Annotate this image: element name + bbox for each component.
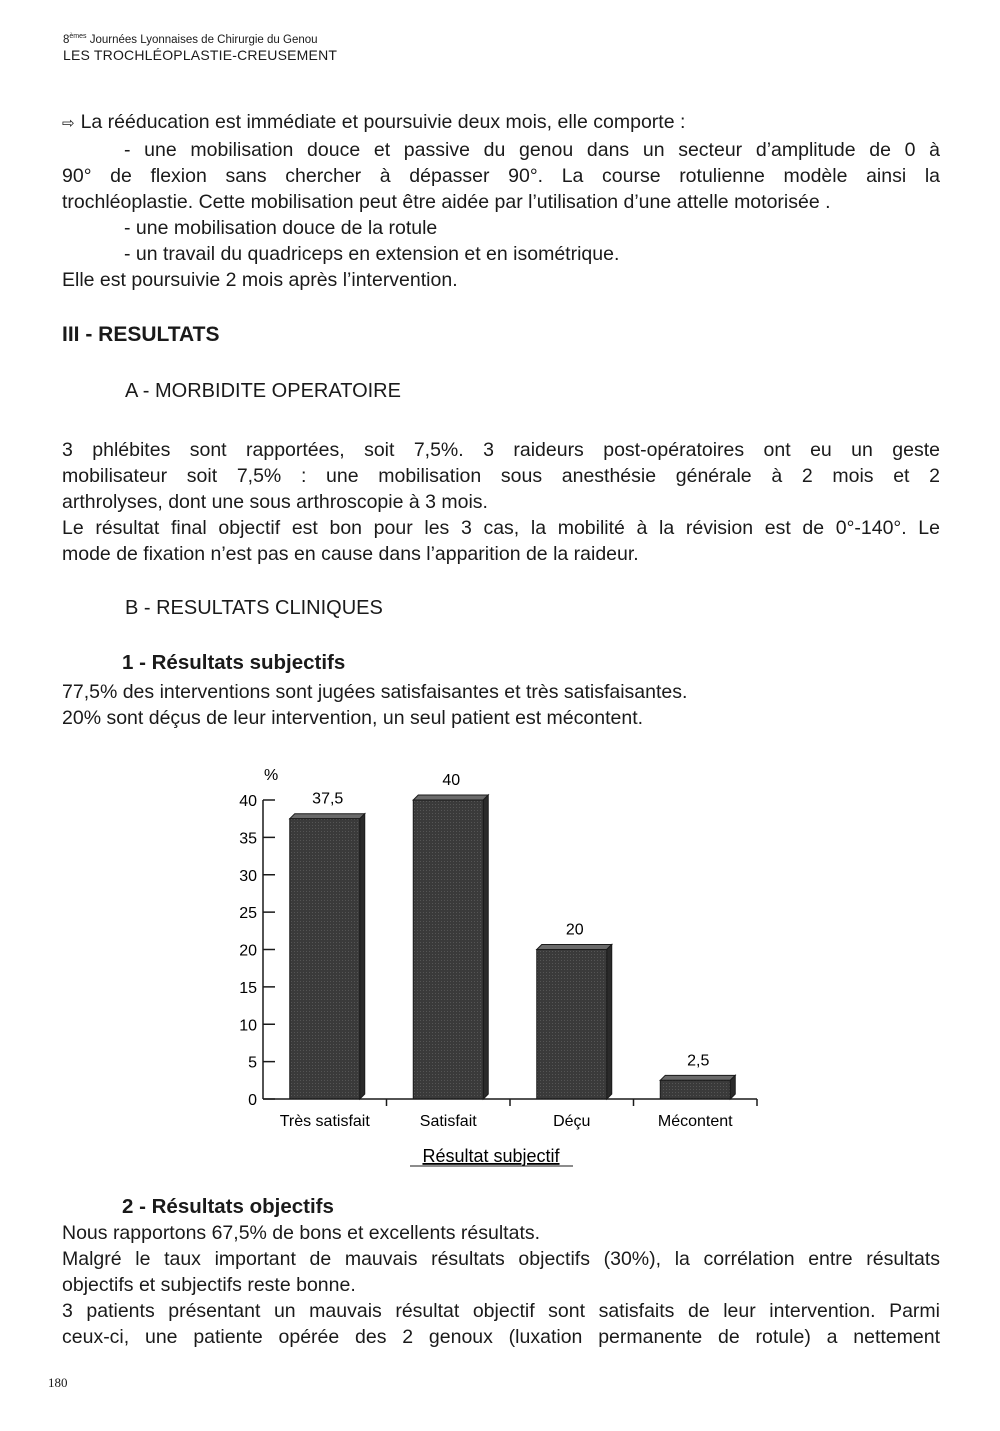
objectifs-line-1: Nous rapportons 67,5% de bons et excellents résultats. bbox=[62, 1222, 541, 1244]
subsection-heading-cliniques: B - RESULTATS CLINIQUES bbox=[125, 597, 383, 619]
reeducation-item-1b: 90° de flexion sans chercher à dépasser 90°. La course rotulienne modèle ainsi la bbox=[62, 165, 940, 187]
x-axis-label: Résultat subjectif bbox=[422, 1146, 560, 1166]
reeducation-closing: Elle est poursuivie 2 mois après l’intervention. bbox=[62, 269, 458, 291]
y-tick-label: 25 bbox=[239, 905, 257, 923]
bar-top bbox=[660, 1075, 735, 1080]
heading-resultats-subjectifs: 1 - Résultats subjectifs bbox=[122, 651, 346, 674]
y-tick-label: 5 bbox=[248, 1054, 257, 1072]
bar bbox=[537, 950, 607, 1100]
y-tick-label: 0 bbox=[248, 1092, 257, 1109]
y-tick-label: 10 bbox=[239, 1017, 257, 1035]
y-axis-label: % bbox=[264, 767, 279, 784]
y-tick-label: 40 bbox=[239, 793, 257, 810]
bar-value-label: 40 bbox=[442, 772, 461, 789]
bar-top bbox=[290, 814, 365, 819]
morbidite-line-5: mode de fixation n’est pas en cause dans l’apparition de la raideur. bbox=[62, 543, 639, 565]
bar bbox=[660, 1080, 730, 1099]
chapter-title: LES TROCHLÉOPLASTIE-CREUSEMENT bbox=[63, 47, 338, 64]
bar-side bbox=[483, 795, 488, 1099]
y-axis bbox=[239, 793, 275, 1109]
objectifs-line-4: 3 patients présentant un mauvais résultat objectif sont satisfaits de leur intervention. Parmi bbox=[62, 1300, 940, 1322]
morbidite-line-4: Le résultat final objectif est bon pour les 3 cas, la mobilité à la révision est de 0°-140°. Le bbox=[62, 517, 940, 539]
morbidite-line-3: arthrolyses, dont une sous arthroscopie à 3 mois. bbox=[62, 491, 488, 513]
reeducation-item-1a: - une mobilisation douce et passive du genou dans un secteur d’amplitude de 0 à bbox=[124, 139, 940, 161]
subsection-heading-morbidite: A - MORBIDITE OPERATOIRE bbox=[125, 380, 401, 402]
x-tick-label: Déçu bbox=[553, 1113, 591, 1130]
y-tick-label: 15 bbox=[239, 979, 257, 997]
heading-resultats-objectifs: 2 - Résultats objectifs bbox=[122, 1195, 334, 1218]
x-tick-label: Très satisfait bbox=[279, 1113, 370, 1130]
bar-side bbox=[360, 814, 365, 1099]
section-heading-resultats: III - RESULTATS bbox=[62, 323, 220, 346]
page-number: 180 bbox=[48, 1375, 68, 1390]
bar-side bbox=[730, 1075, 735, 1099]
reeducation-item-3: - un travail du quadriceps en extension et en isométrique. bbox=[124, 243, 620, 265]
morbidite-line-1: 3 phlébites sont rapportées, soit 7,5%. 3 raideurs post-opératoires ont eu un geste bbox=[62, 439, 940, 461]
x-tick-label: Mécontent bbox=[657, 1113, 733, 1130]
subjectifs-line-2: 20% sont déçus de leur intervention, un seul patient est mécontent. bbox=[62, 707, 644, 729]
y-tick-label: 35 bbox=[239, 830, 257, 848]
objectifs-line-3: objectifs et subjectifs reste bonne. bbox=[62, 1274, 356, 1296]
bar-value-label: 37,5 bbox=[312, 790, 344, 808]
bar bbox=[413, 800, 483, 1099]
x-axis bbox=[263, 1099, 757, 1130]
reeducation-item-2: - une mobilisation douce de la rotule bbox=[124, 217, 438, 239]
x-tick-label: Satisfait bbox=[419, 1113, 477, 1130]
bar-top bbox=[413, 795, 488, 800]
morbidite-line-2: mobilisateur soit 7,5% : une mobilisation sous anesthésie générale à 2 mois et 2 bbox=[62, 465, 940, 487]
reeducation-item-1c: trochléoplastie. Cette mobilisation peut être aidée par l’utilisation d’une attelle motorisée . bbox=[62, 191, 831, 213]
arrow-icon: ⇨ bbox=[62, 115, 75, 132]
bar-value-label: 20 bbox=[565, 921, 584, 939]
bar bbox=[290, 819, 360, 1099]
bar-side bbox=[607, 945, 612, 1100]
conference-title: 8èmes Journées Lyonnaises de Chirurgie du Genou bbox=[63, 33, 318, 46]
reeducation-intro: ⇨ La rééducation est immédiate et poursuivie deux mois, elle comporte : bbox=[62, 111, 686, 133]
y-tick-label: 20 bbox=[239, 942, 257, 960]
objectifs-line-2: Malgré le taux important de mauvais résultats objectifs (30%), la corrélation entre résultats bbox=[62, 1248, 940, 1270]
objectifs-paragraph bbox=[62, 1220, 940, 1350]
subjectifs-line-1: 77,5% des interventions sont jugées satisfaisantes et très satisfaisantes. bbox=[62, 681, 688, 703]
bars-group bbox=[290, 772, 736, 1099]
bar-value-label: 2,5 bbox=[687, 1052, 710, 1070]
bar-top bbox=[537, 945, 612, 950]
objectifs-line-5: ceux-ci, une patiente opérée des 2 genoux (luxation permanente de rotule) a nettement bbox=[62, 1326, 940, 1348]
y-tick-label: 30 bbox=[239, 867, 257, 885]
